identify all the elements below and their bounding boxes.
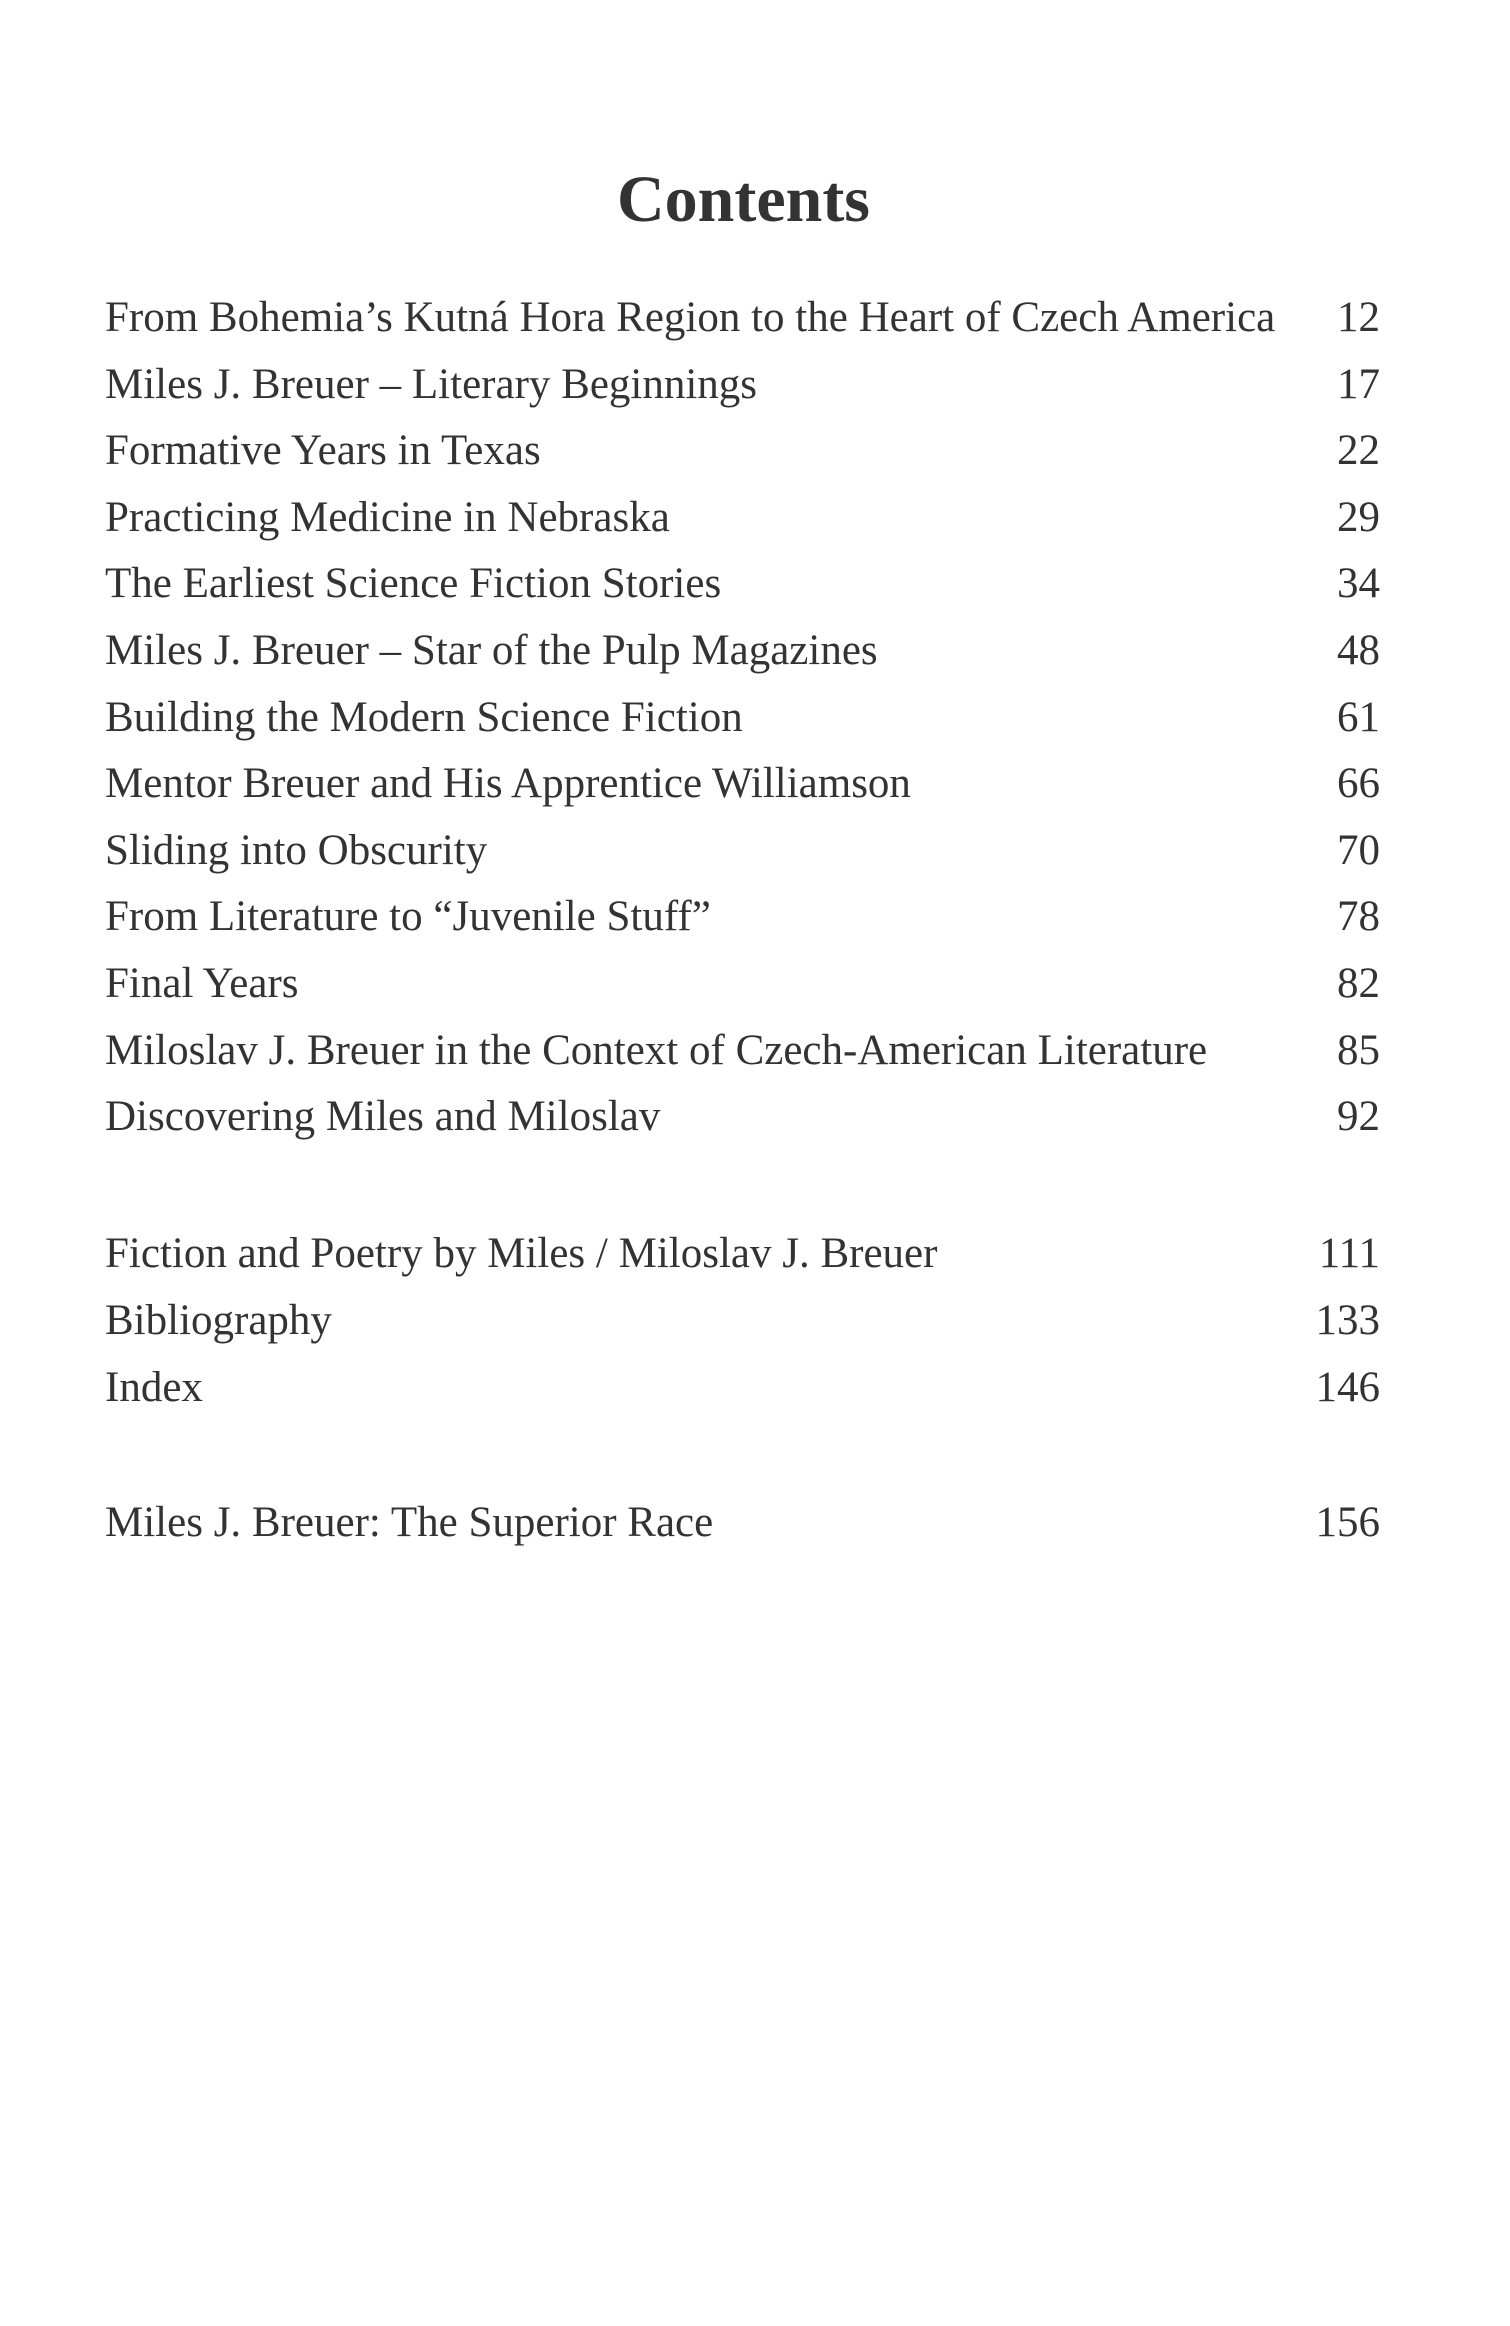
toc-entry-title: Discovering Miles and Miloslav: [105, 1093, 661, 1141]
toc-entry-title: Formative Years in Texas: [105, 427, 541, 475]
toc-section-appendices: [105, 1220, 1380, 1421]
toc-entry-page: 12: [1337, 294, 1380, 341]
toc-entry-page: 66: [1337, 760, 1380, 808]
toc-entry-title: Building the Modern Science Fiction: [105, 693, 743, 741]
toc-entry[interactable]: [105, 418, 1380, 485]
toc-entry-page: 22: [1337, 427, 1380, 475]
toc-entry-title: Index: [105, 1364, 203, 1411]
toc-entry-title: Fiction and Poetry by Miles / Miloslav J. Breuer: [105, 1230, 938, 1277]
toc-entry-title: From Literature to “Juvenile Stuff”: [105, 893, 711, 941]
toc-entry-page: 133: [1315, 1297, 1380, 1344]
toc-entry-page: 48: [1337, 626, 1380, 674]
toc-entry-page: 17: [1337, 360, 1380, 408]
toc-entry-title: Sliding into Obscurity: [105, 826, 488, 874]
toc-entry-title: Miles J. Breuer – Literary Beginnings: [105, 360, 758, 408]
toc-entry[interactable]: [105, 1354, 1380, 1421]
toc-entry-page: 70: [1337, 826, 1380, 874]
toc-entry-title: Miles J. Breuer – Star of the Pulp Magazines: [105, 626, 878, 674]
toc-entry-page: 78: [1337, 893, 1380, 941]
toc-entry-page: 146: [1315, 1364, 1380, 1411]
toc-entry[interactable]: [105, 884, 1380, 951]
toc-entry[interactable]: [105, 485, 1380, 552]
toc-entry-page: 82: [1337, 959, 1380, 1007]
toc-entry-page: 92: [1337, 1093, 1380, 1141]
toc-entry-title: Bibliography: [105, 1297, 332, 1344]
toc-entry-page: 111: [1318, 1230, 1380, 1277]
toc-entry-title: Miloslav J. Breuer in the Context of Czech-American Literature: [105, 1026, 1208, 1074]
toc-section-story: [105, 1490, 1380, 1557]
toc-entry[interactable]: [105, 551, 1380, 618]
toc-entry-page: 156: [1315, 1499, 1380, 1546]
page-title: Contents: [616, 163, 870, 236]
toc-entry-title: Miles J. Breuer: The Superior Race: [105, 1499, 714, 1546]
toc-entry[interactable]: [105, 951, 1380, 1018]
toc-entry-page: 34: [1337, 560, 1380, 608]
toc-entry[interactable]: [105, 1220, 1380, 1287]
toc-entry[interactable]: [105, 1287, 1380, 1354]
toc-entry[interactable]: [105, 751, 1380, 818]
toc-entry-title: Mentor Breuer and His Apprentice Williamson: [105, 760, 911, 808]
toc-entry[interactable]: [105, 1084, 1380, 1151]
toc-entry[interactable]: [105, 618, 1380, 685]
toc-entry[interactable]: [105, 818, 1380, 885]
toc-entry[interactable]: [105, 685, 1380, 752]
toc-entry-page: 29: [1337, 493, 1380, 541]
toc-entry-page: 85: [1337, 1026, 1380, 1074]
toc-entry-title: Final Years: [105, 959, 299, 1007]
toc-entry[interactable]: [105, 1018, 1380, 1085]
toc-entry[interactable]: [105, 352, 1380, 419]
toc-section-chapters: [105, 285, 1380, 1151]
toc-entry-page: 61: [1337, 693, 1380, 741]
toc-entry[interactable]: [105, 1490, 1380, 1557]
toc-entry-title: The Earliest Science Fiction Stories: [105, 560, 722, 608]
toc-entry[interactable]: [105, 285, 1380, 352]
toc-entry-title: From Bohemia’s Kutná Hora Region to the Heart of Czech America: [105, 294, 1276, 341]
toc-entry-title: Practicing Medicine in Nebraska: [105, 493, 670, 541]
